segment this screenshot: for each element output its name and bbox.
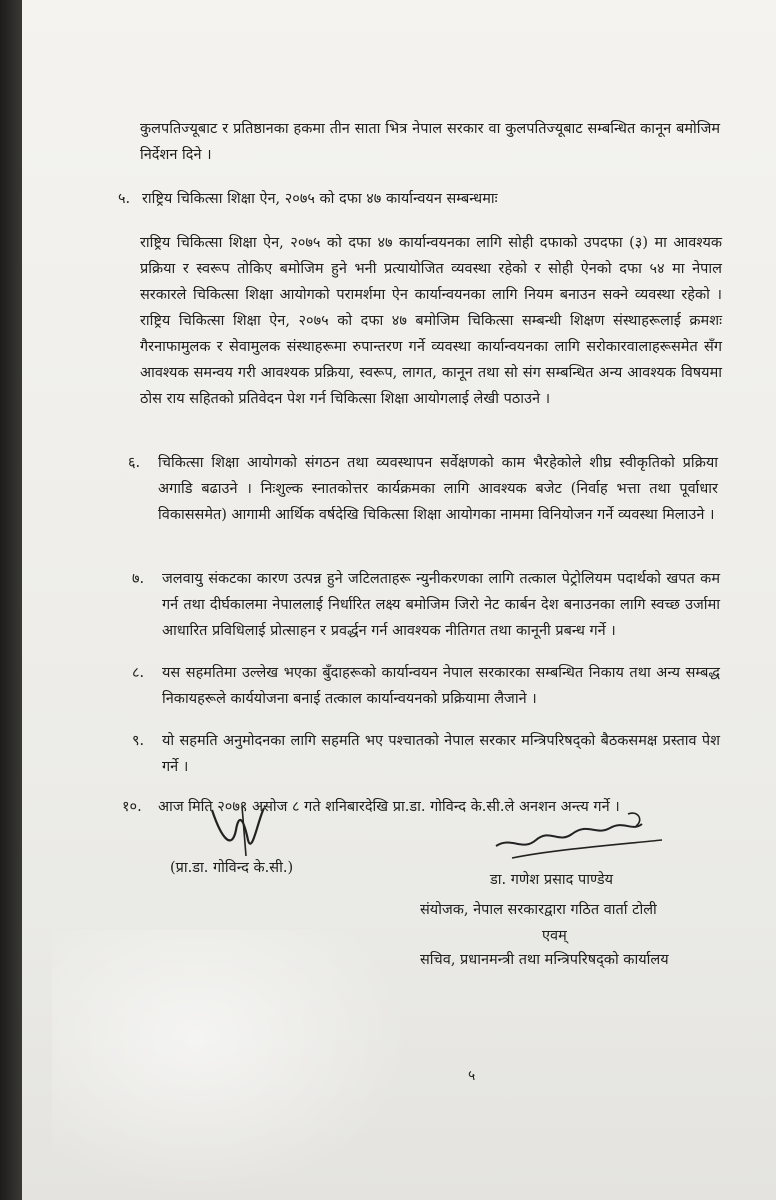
page-number: ५ [468,1068,476,1084]
signature-left-name: (प्रा.डा. गोविन्द के.सी.) [170,860,294,876]
item-6-number: ६. [128,455,141,471]
item-10-paragraph: आज मिति २०७९ असोज ८ गते शनिबारदेखि प्रा.डा. गोविन्द के.सी.ले अनशन अन्त्य गर्ने । [158,799,620,815]
item-9-number: ९. [132,733,145,749]
signature-right-title-2: एवम् [542,928,567,944]
document-page [22,0,776,1200]
signature-right-title-3: सचिव, प्रधानमन्त्री तथा मन्त्रिपरिषद्को कार्यालय [420,952,669,968]
item-8-number: ८. [132,665,145,681]
scan-edge-shadow [0,0,22,1200]
item-7-paragraph: जलवायु संकटका कारण उत्पन्न हुने जटिलताहरू न्युनीकरणका लागि तत्काल पेट्रोलियम पदार्थको खपत कम गर्न तथा दीर्घकालमा नेपाललाई निर्धारित लक्ष्य बमोजिम जिरो नेट कार्बन देश बनाउनका लागि स्वच्छ उर्जामा आधारित प्रविधिलाई प्रोत्साहन र प्रवर्द्धन गर्न आवश्यक नीतिगत तथा कानूनी प्रबन्ध गर्ने । [162,571,720,639]
left-signature-scribble [202,800,282,860]
item-5-paragraph: राष्ट्रिय चिकित्सा शिक्षा ऐन, २०७५ को दफा ४७ कार्यान्वयनका लागि सोही दफाको उपदफा (३) मा आवश्यक प्रक्रिया र स्वरूप तोकिए बमोजिम हुने भनी प्रत्यायोजित व्यवस्था रहेको र सोही ऐनको दफा ५४ मा नेपाल सरकारले चिकित्सा शिक्षा आयोगको परामर्शमा ऐन कार्यान्वयनका लागि नियम बनाउन सक्ने व्यवस्था रहेको । राष्ट्रिय चिकित्सा शिक्षा ऐन, २०७५ को दफा ४७ बमोजिम चिकित्सा सम्बन्धी शिक्षण संस्थाहरूलाई क्रमशः गैरनाफामुलक र सेवामुलक संस्थाहरूमा रुपान्तरण गर्ने व्यवस्था कार्यान्वयनका लागि सरोकारवालाहरूसमेत सँग आवश्यक समन्वय गरी आवश्यक प्रक्रिया, स्वरूप, लागत, कानून तथा सो संग सम्बन्धित अन्य आवश्यक विषयमा ठोस राय सहितको प्रतिवेदन पेश गर्न चिकित्सा शिक्षा आयोगलाई लेखी पठाउने । [140,235,722,407]
item-9-paragraph: यो सहमति अनुमोदनका लागि सहमति भए पश्चातको नेपाल सरकार मन्त्रिपरिषद्को बैठकसमक्ष प्रस्ताव पेश गर्ने । [162,733,720,775]
item-5-number: ५. [118,191,131,207]
signature-right-title-1: संयोजक, नेपाल सरकारद्वारा गठित वार्ता टोली [420,902,657,918]
item-5-heading: राष्ट्रिय चिकित्सा शिक्षा ऐन, २०७५ को दफा ४७ कार्यान्वयन सम्बन्धमाः [142,191,498,207]
item-6-paragraph: चिकित्सा शिक्षा आयोगको संगठन तथा व्यवस्थापन सर्वेक्षणको काम भैरहेकोले शीघ्र स्वीकृतिको प्रक्रिया अगाडि बढाउने । निःशुल्क स्नातकोत्तर कार्यक्रमका लागि आवश्यक बजेट (निर्वाह भत्ता तथा पूर्वाधार विकाससमेत) आगामी आर्थिक वर्षदेखि चिकित्सा शिक्षा आयोगका नाममा विनियोजन गर्ने व्यवस्था मिलाउने । [158,455,718,523]
signature-right-name: डा. गणेश प्रसाद पाण्डेय [490,872,614,888]
intro-paragraph: कुलपतिज्यूबाट र प्रतिष्ठानका हकमा तीन साता भित्र नेपाल सरकार वा कुलपतिज्यूबाट सम्बन्धित कानून बमोजिम निर्देशन दिने । [140,121,720,163]
right-signature-scribble [492,806,672,866]
item-10-number: १०. [122,799,142,815]
item-7-number: ७. [132,571,145,587]
paper-fold-highlight [52,930,412,1200]
item-8-paragraph: यस सहमतिमा उल्लेख भएका बुँदाहरूको कार्यान्वयन नेपाल सरकारका सम्बन्धित निकाय तथा अन्य सम्बद्ध निकायहरूले कार्ययोजना बनाई तत्काल कार्यान्वयनको प्रक्रियामा लैजाने । [162,665,720,707]
